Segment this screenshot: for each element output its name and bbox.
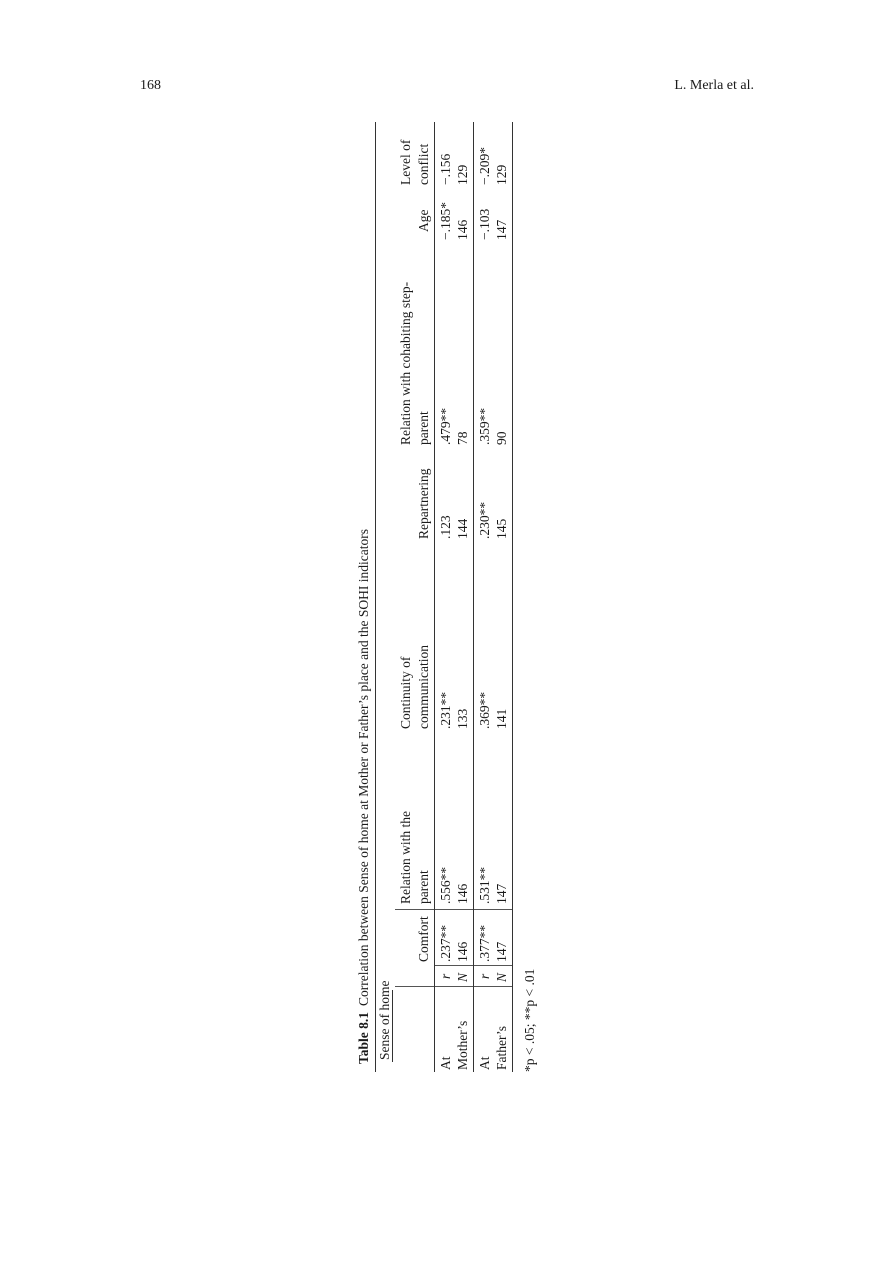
cell-r: .479**: [438, 407, 453, 445]
cell-n: 129: [455, 164, 470, 185]
table-top-rule: [375, 122, 376, 1072]
row-label-line1: At: [438, 1056, 453, 1070]
cell-n: 147: [494, 219, 509, 240]
cell-n: 141: [494, 708, 509, 729]
row-label-line1: At: [477, 1056, 492, 1070]
cell-n: 145: [494, 518, 509, 539]
cell-r: −.185*: [438, 202, 453, 240]
stat-r-label: r: [477, 973, 492, 979]
cell-n: 147: [494, 883, 509, 904]
cell-r: .556**: [438, 866, 453, 904]
row-label-line2: Mother’s: [455, 1020, 470, 1070]
table-bottom-rule: [512, 122, 513, 1072]
cell-n: 146: [455, 219, 470, 240]
column-divider: [395, 909, 513, 910]
stat-n-label: N: [455, 972, 470, 982]
row-label-line2: Father’s: [494, 1026, 509, 1070]
cell-n: 146: [455, 883, 470, 904]
cell-n: 144: [455, 518, 470, 539]
col-header-conflict-line1: Level of: [398, 139, 413, 185]
running-head: L. Merla et al.: [674, 78, 754, 93]
col-header-relation-parent-line2: parent: [416, 870, 431, 904]
cell-r: −.156: [438, 153, 453, 185]
table-caption: [357, 529, 371, 1064]
col-header-continuity-line1: Continuity of: [398, 656, 413, 729]
table-label: Table 8.1: [356, 1011, 371, 1064]
table-footnote: *p < .05; **p < .01: [522, 968, 537, 1072]
table-header-rule: [434, 122, 435, 1072]
cell-n: 129: [494, 164, 509, 185]
stat-n-label: N: [494, 972, 509, 982]
col-header-age: Age: [416, 209, 431, 232]
cell-r: .230**: [477, 501, 492, 539]
cell-r: .237**: [438, 924, 453, 962]
cell-n: 147: [494, 941, 509, 962]
cell-r: .369**: [477, 691, 492, 729]
rotated-table-block: [357, 122, 535, 1082]
table-caption-text: Correlation between Sense of home at Mother or Father’s place and the SOHI indicators: [356, 528, 371, 1006]
cell-n: 78: [455, 431, 470, 445]
col-header-relation-parent-line1: Relation with the: [398, 811, 413, 904]
cell-r: .123: [438, 515, 453, 539]
col-header-conflict-line2: conflict: [416, 143, 431, 185]
cell-r: .531**: [477, 866, 492, 904]
page-number: 168: [140, 78, 161, 93]
cell-r: −.103: [477, 208, 492, 240]
col-header-stepparent-line2: parent: [416, 411, 431, 445]
group-header: Sense of home: [377, 980, 392, 1060]
column-divider: [435, 965, 513, 966]
cell-r: .359**: [477, 407, 492, 445]
cell-n: 90: [494, 431, 509, 445]
cell-r: .377**: [477, 924, 492, 962]
stat-r-label: r: [438, 973, 453, 979]
group-header-underline: [392, 990, 393, 1062]
col-header-comfort: Comfort: [416, 916, 431, 962]
col-header-repartnering: Repartnering: [416, 468, 431, 539]
cell-r: −.209*: [477, 147, 492, 185]
cell-n: 133: [455, 708, 470, 729]
cell-n: 146: [455, 941, 470, 962]
column-divider: [395, 986, 513, 987]
table-row-rule: [473, 122, 474, 1072]
cell-r: .231**: [438, 691, 453, 729]
col-header-stepparent-line1: Relation with cohabiting step-: [398, 281, 413, 445]
col-header-continuity-line2: communication: [416, 645, 431, 729]
